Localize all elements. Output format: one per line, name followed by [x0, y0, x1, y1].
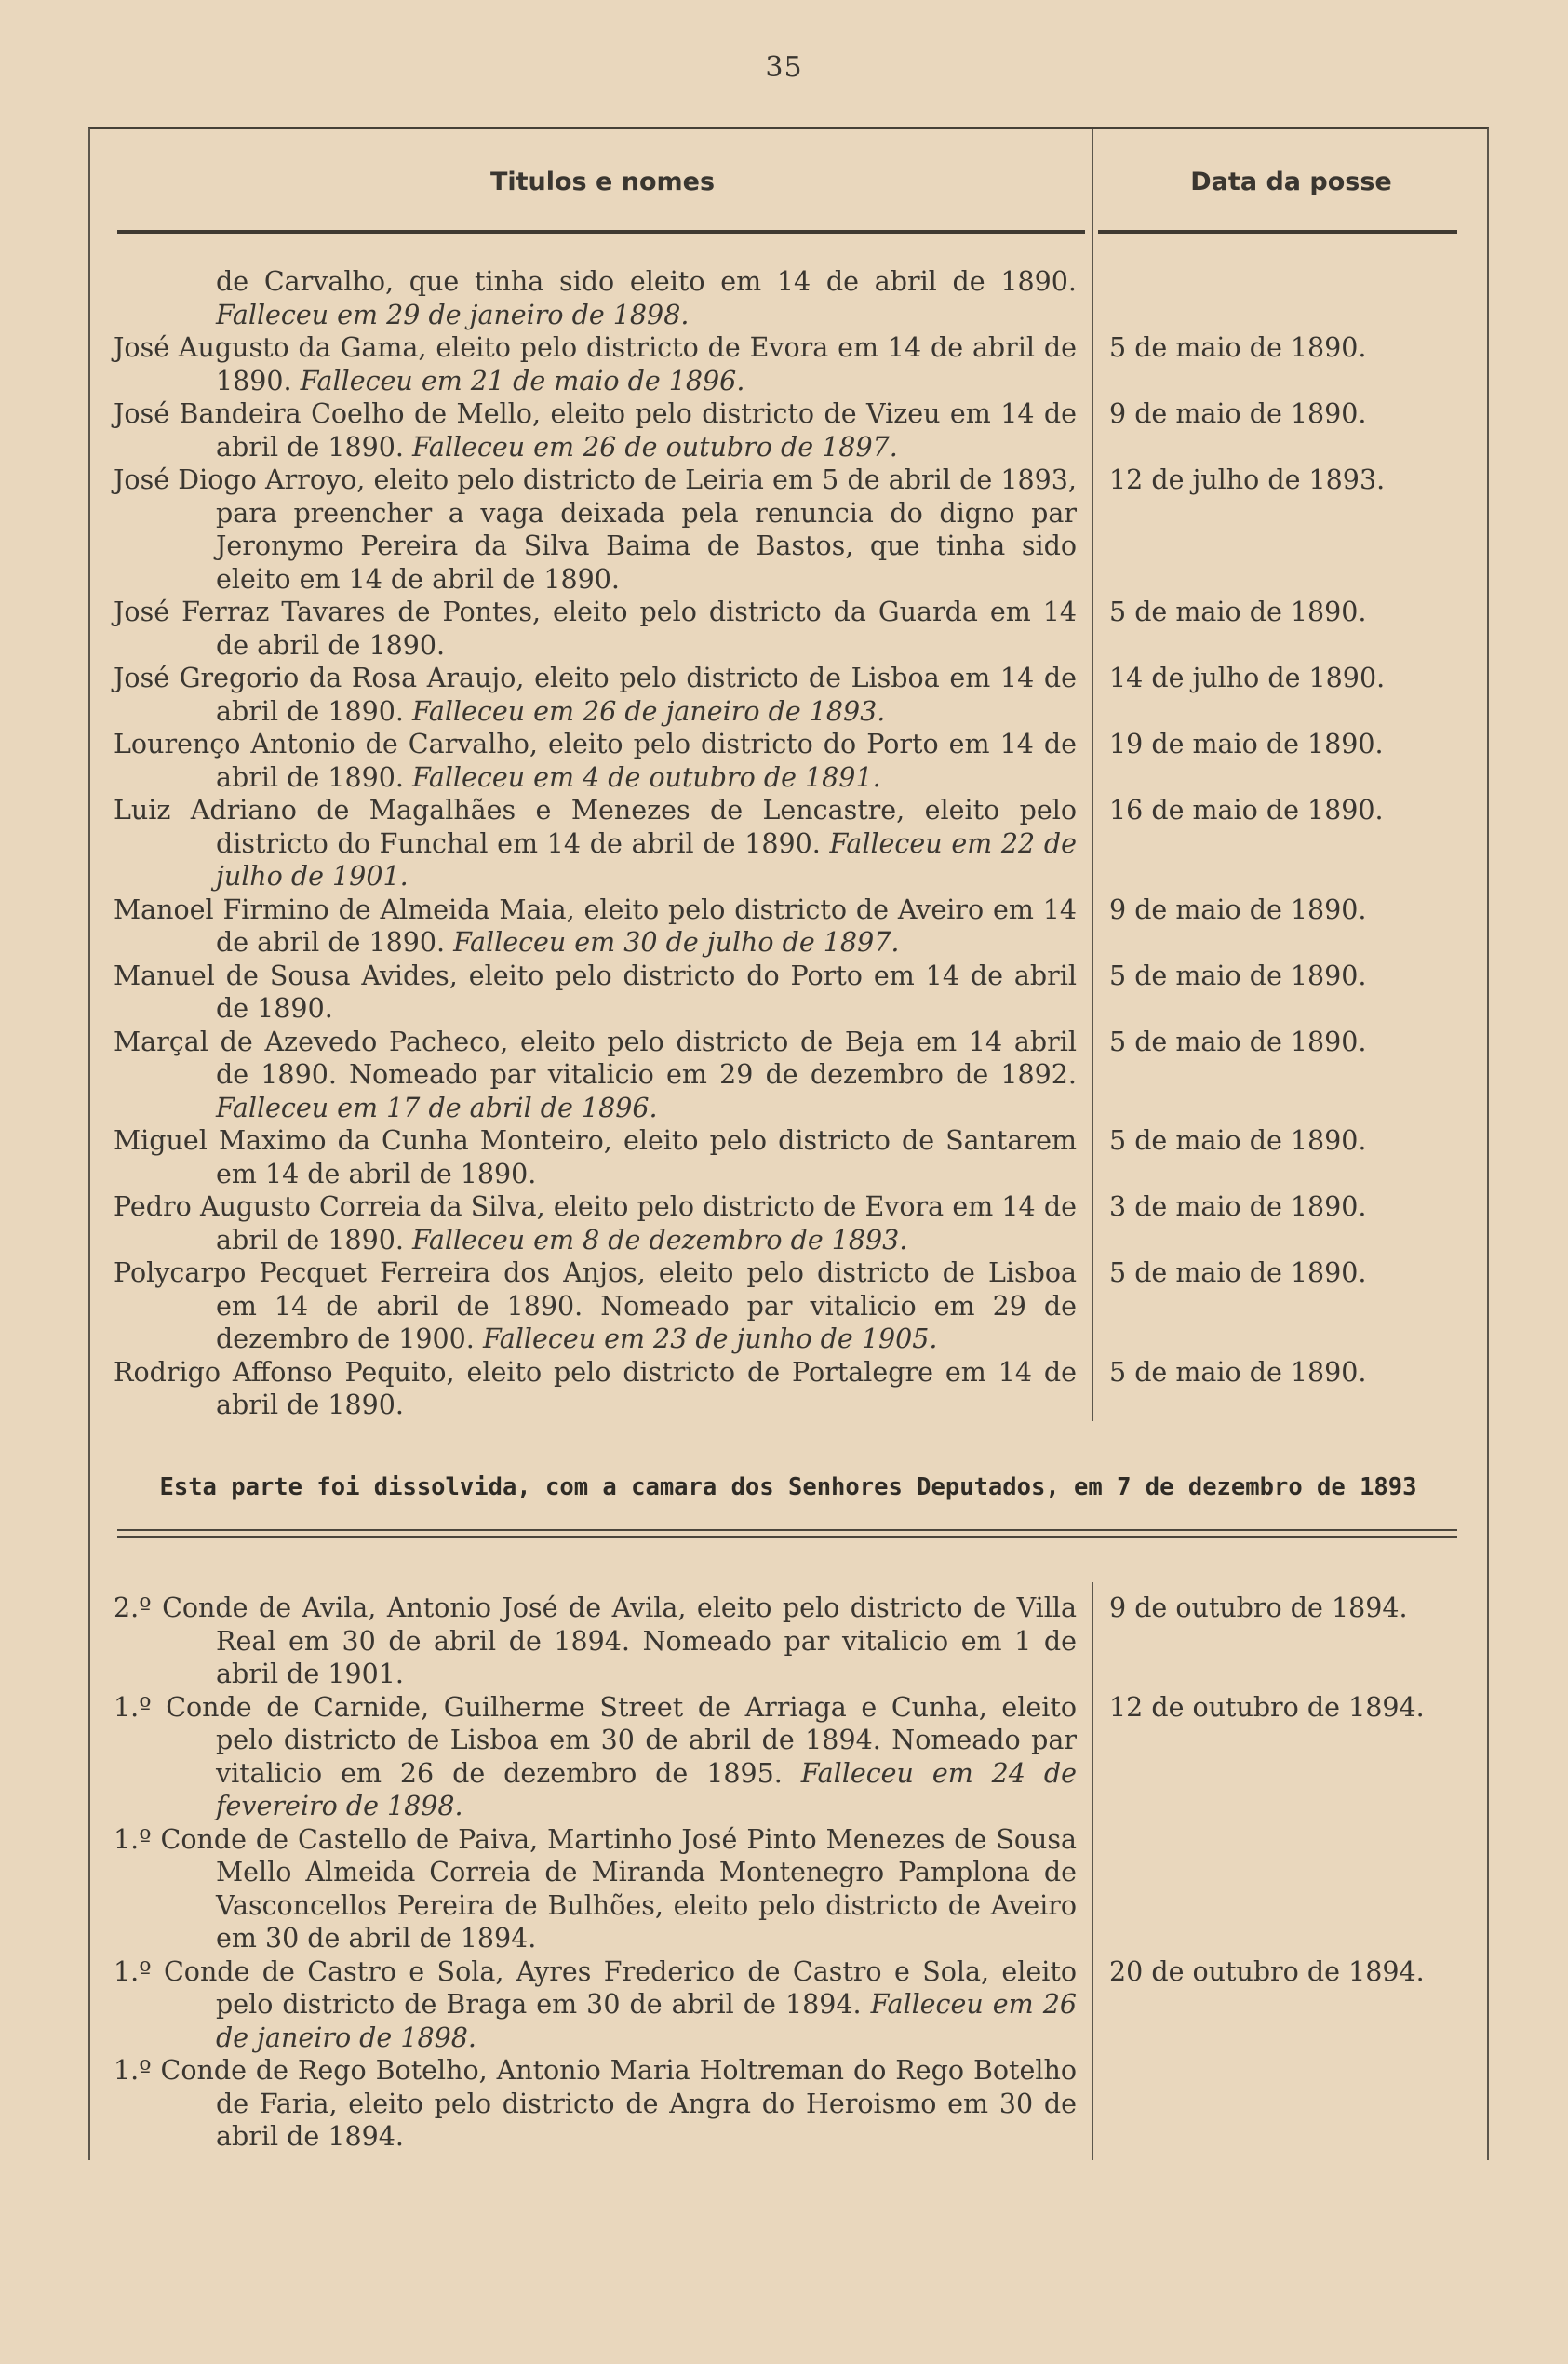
entry-description: José Ferraz Tavares de Pontes, eleito pelo districto da Guarda em 14 de abril de 1890.	[114, 597, 1077, 661]
death-note: Falleceu em 22 de julho de 1901.	[216, 827, 1078, 892]
date-of-possession: 5 de maio de 1890.	[1109, 960, 1367, 991]
entry-text	[114, 1356, 1077, 1422]
entry-description: Polycarpo Pecquet Ferreira dos Anjos, eleito pelo districto de Lisboa em 14 de abril de 1890. Nomeado par vitalicio em 29 de dezembro de 1900.	[114, 1257, 1077, 1354]
entry-description: Manoel Firmino de Almeida Maia, eleito pelo districto de Aveiro em 14 de abril de 1890.	[114, 893, 1077, 958]
entry-text	[114, 1124, 1077, 1190]
entry-text	[114, 1592, 1077, 1691]
table-row	[114, 794, 1481, 893]
table-row	[114, 463, 1481, 596]
table-row	[114, 728, 1481, 794]
entry-text	[114, 397, 1077, 463]
death-note: Falleceu em 4 de outubro de 1891.	[411, 761, 881, 793]
entry-text	[114, 893, 1077, 960]
table-row	[114, 1955, 1481, 2055]
date-of-possession: 20 de outubro de 1894.	[1109, 1955, 1425, 1987]
entry-text	[114, 265, 1077, 331]
entry-description: de Carvalho, que tinha sido eleito em 14 de abril de 1890.	[216, 266, 1077, 297]
date-of-possession: 9 de maio de 1890.	[1109, 398, 1367, 429]
entry-description: José Diogo Arroyo, eleito pelo districto de Leiria em 5 de abril de 1893, para preencher a vaga deixada pela renuncia do digno par Jeronymo Pereira da Silva Baima de Bastos, que tinha sido eleito em 14 de abril de 1890.	[114, 464, 1077, 595]
death-note: Falleceu em 30 de julho de 1897.	[453, 927, 900, 958]
entry-description: Pedro Augusto Correia da Silva, eleito pelo districto de Evora em 14 de abril de 1890.	[114, 1191, 1077, 1256]
header-rule-right	[1098, 230, 1457, 234]
death-note: Falleceu em 29 de janeiro de 1898.	[216, 299, 690, 330]
table-row	[114, 893, 1481, 960]
entry-text	[114, 1955, 1077, 2055]
entry-description: Marçal de Azevedo Pacheco, eleito pelo districto de Beja em 14 abril de 1890. Nomeado par vitalicio em 29 de dezembro de 1892.	[114, 1026, 1077, 1090]
entry-description: 1.º Conde de Castello de Paiva, Martinho José Pinto Menezes de Sousa Mello Almeida Correia de Miranda Montenegro Pamplona de Vasconcellos Pereira de Bulhões, eleito pelo districto de Aveiro em 30 de abril de 1894.	[114, 1823, 1077, 1954]
table-row	[114, 1256, 1481, 1356]
entry-description: Luiz Adriano de Magalhães e Menezes de Lencastre, eleito pelo districto do Funchal em 14 de abril de 1890.	[114, 795, 1077, 859]
entry-text	[114, 960, 1077, 1026]
date-of-possession: 9 de maio de 1890.	[1109, 893, 1367, 925]
page-number: 35	[765, 51, 803, 84]
table-row	[114, 1691, 1481, 1823]
death-note: Falleceu em 17 de abril de 1896.	[216, 1092, 658, 1123]
death-note: Falleceu em 21 de maio de 1896.	[300, 365, 745, 396]
entry-text	[114, 662, 1077, 728]
header-rule-left	[117, 230, 1085, 234]
entry-text	[114, 1026, 1077, 1125]
date-of-possession: 12 de outubro de 1894.	[1109, 1691, 1425, 1723]
table-row	[114, 265, 1481, 331]
double-rule	[117, 1529, 1457, 1538]
header-date: Data da posse	[1190, 168, 1392, 196]
table-row	[114, 1356, 1481, 1422]
entry-text	[114, 596, 1077, 662]
death-note: Falleceu em 8 de dezembro de 1893.	[411, 1224, 908, 1256]
entry-text	[114, 463, 1077, 596]
date-of-possession: 9 de outubro de 1894.	[1109, 1592, 1408, 1623]
entry-description: Rodrigo Affonso Pequito, eleito pelo districto de Portalegre em 14 de abril de 1890.	[114, 1356, 1077, 1420]
entry-description: Lourenço Antonio de Carvalho, eleito pelo districto do Porto em 14 de abril de 1890.	[114, 729, 1077, 793]
table-row	[114, 2054, 1481, 2154]
table-row	[114, 1592, 1481, 1691]
entry-description: Manuel de Sousa Avides, eleito pelo districto do Porto em 14 de abril de 1890.	[114, 960, 1077, 1024]
table-row	[114, 397, 1481, 463]
death-note: Falleceu em 23 de junho de 1905.	[482, 1323, 938, 1354]
date-of-possession: 12 de julho de 1893.	[1109, 464, 1386, 495]
entry-description: Miguel Maximo da Cunha Monteiro, eleito pelo districto de Santarem em 14 de abril de 1890.	[114, 1125, 1077, 1189]
entries-list-after	[114, 1592, 1481, 2154]
entry-description: 1.º Conde de Rego Botelho, Antonio Maria Holtreman do Rego Botelho de Faria, eleito pelo districto de Angra do Heroismo em 30 de abril de 1894.	[114, 2055, 1077, 2152]
entry-text	[114, 1256, 1077, 1356]
entry-description: 1.º Conde de Castro e Sola, Ayres Frederico de Castro e Sola, eleito pelo districto de Braga em 30 de abril de 1894.	[114, 1955, 1077, 2020]
entries-list	[114, 265, 1481, 1422]
date-of-possession: 16 de maio de 1890.	[1109, 795, 1384, 826]
header-names: Titulos e nomes	[489, 168, 716, 196]
table-row	[114, 1026, 1481, 1125]
entry-description: 1.º Conde de Carnide, Guilherme Street de Arriaga e Cunha, eleito pelo districto de Lisboa em 30 de abril de 1894. Nomeado par vitalicio em 26 de dezembro de 1895.	[114, 1691, 1077, 1789]
death-note: Falleceu em 26 de outubro de 1897.	[411, 431, 898, 463]
death-note: Falleceu em 24 de fevereiro de 1898.	[216, 1757, 1077, 1821]
entry-text	[114, 331, 1077, 397]
date-of-possession: 5 de maio de 1890.	[1109, 1026, 1367, 1057]
date-of-possession: 19 de maio de 1890.	[1109, 729, 1384, 759]
table-row	[114, 1823, 1481, 1955]
entry-text	[114, 1190, 1077, 1256]
date-of-possession: 5 de maio de 1890.	[1109, 1356, 1367, 1388]
entry-description: José Gregorio da Rosa Araujo, eleito pelo districto de Lisboa em 14 de abril de 1890.	[114, 663, 1077, 727]
date-of-possession: 3 de maio de 1890.	[1109, 1191, 1367, 1222]
entry-text	[114, 794, 1077, 893]
date-of-possession: 5 de maio de 1890.	[1109, 1257, 1367, 1288]
entry-description: José Bandeira Coelho de Mello, eleito pelo districto de Vizeu em 14 de abril de 1890.	[114, 398, 1077, 463]
table-row	[114, 662, 1481, 728]
table-row	[114, 596, 1481, 662]
entry-description: José Augusto da Gama, eleito pelo districto de Evora em 14 de abril de 1890.	[114, 332, 1077, 396]
date-of-possession: 5 de maio de 1890.	[1109, 597, 1367, 627]
entry-text	[114, 2054, 1077, 2154]
dissolution-note: Esta parte foi dissolvida, com a camara dos Senhores Deputados, em 7 de dezembro de 1893	[159, 1473, 1417, 1501]
date-of-possession: 5 de maio de 1890.	[1109, 1125, 1367, 1156]
table-row	[114, 331, 1481, 397]
entry-description: 2.º Conde de Avila, Antonio José de Avila, eleito pelo districto de Villa Real em 30 de abril de 1894. Nomeado par vitalicio em 1 de abril de 1901.	[114, 1592, 1077, 1689]
death-note: Falleceu em 26 de janeiro de 1898.	[216, 1989, 1077, 2053]
table-row	[114, 960, 1481, 1026]
death-note: Falleceu em 26 de janeiro de 1893.	[411, 695, 886, 727]
table-row	[114, 1124, 1481, 1190]
date-of-possession: 14 de julho de 1890.	[1109, 663, 1386, 693]
table-row	[114, 1190, 1481, 1256]
entry-text	[114, 728, 1077, 794]
date-of-possession: 5 de maio de 1890.	[1109, 332, 1367, 363]
entry-text	[114, 1691, 1077, 1823]
entry-text	[114, 1823, 1077, 1955]
